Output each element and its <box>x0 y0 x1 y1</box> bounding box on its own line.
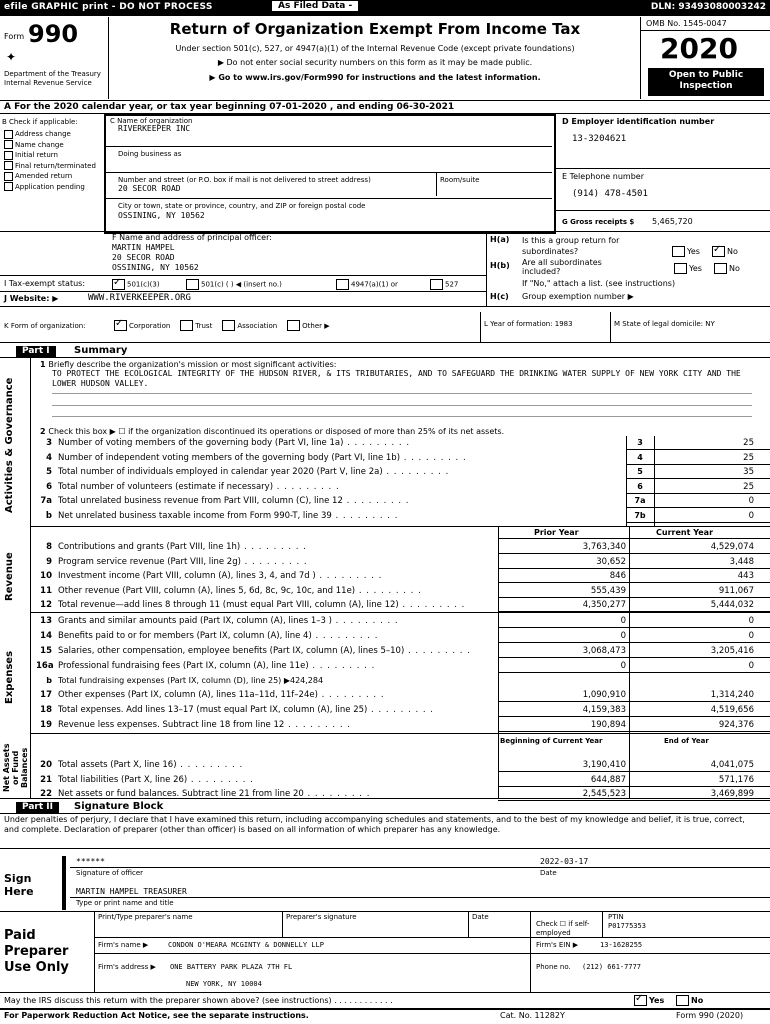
firm-address-1: ONE BATTERY PARK PLAZA 7TH FL <box>170 963 293 971</box>
line-text: Total liabilities (Part X, line 26) . . <box>58 775 254 785</box>
checkbox-icon[interactable] <box>222 320 235 331</box>
line-rule <box>498 553 770 554</box>
current-year-value: 0 <box>748 661 754 671</box>
line-rule <box>626 478 770 479</box>
prior-year-value: 3,190,410 <box>582 760 626 770</box>
current-year-value: 3,469,899 <box>710 789 754 799</box>
line-value: 25 <box>743 481 754 492</box>
ssn-notice: ▶ Do not enter social security numbers on this form as it may be made public. <box>217 58 533 67</box>
city-label: City or town, state or province, country, and ZIP or foreign postal code <box>118 202 366 210</box>
line-rule <box>498 582 770 583</box>
prior-year-value: 190,894 <box>590 720 626 730</box>
sidebar-revenue: Revenue <box>4 552 15 602</box>
checkbox-icon[interactable] <box>4 130 13 139</box>
check-applicable-item[interactable] <box>4 182 96 193</box>
part2-tag: Part II <box>16 802 59 813</box>
line-text: Revenue less expenses. Subtract line 18 from line 12 . . <box>58 720 351 730</box>
line-text: Number of independent voting members of the governing body (Part VI, line 1b) . . <box>58 453 467 463</box>
prior-year-value: 555,439 <box>590 585 626 596</box>
check-applicable-item-label: Name change <box>15 140 64 149</box>
line-rule <box>498 800 770 801</box>
line-text: Contributions and grants (Part VIII, line 1h) . . <box>58 542 307 552</box>
firm-phone: (212) 661-7777 <box>582 963 642 971</box>
irs-eagle-icon: ✦ <box>6 50 17 64</box>
line-text: Program service revenue (Part VIII, line 2g) . . <box>58 557 308 567</box>
line-number: 7a <box>40 496 52 507</box>
hb-note: If "No," attach a list. (see instructions) <box>522 279 676 288</box>
form-title: Return of Organization Exempt From Income Tax <box>169 20 581 38</box>
col-prior-year: Prior Year <box>534 528 579 537</box>
prior-year-value: 2,545,523 <box>582 789 626 799</box>
line-number: 13 <box>40 616 52 626</box>
line-number: 4 <box>46 452 52 463</box>
check-applicable-item[interactable] <box>4 161 96 172</box>
line-number: 12 <box>40 600 52 610</box>
officer-name-title: MARTIN HAMPEL TREASURER <box>76 887 187 896</box>
ein-label: D Employer identification number <box>562 117 715 126</box>
line-text: Total revenue—add lines 8 through 11 (must equal Part VIII, column (A), line 12) . . <box>58 600 465 610</box>
part2-title: Signature Block <box>74 801 164 812</box>
form-of-org-option[interactable] <box>287 322 329 330</box>
prior-year-value: 846 <box>609 571 626 581</box>
col-boy: Beginning of Current Year <box>500 737 603 745</box>
line-number: 22 <box>40 789 52 799</box>
governance-line <box>36 496 410 506</box>
check-applicable-list <box>4 129 96 193</box>
state-domicile: M State of legal domicile: NY <box>614 320 715 328</box>
open-to-public-badge: Open to Public Inspection <box>648 68 764 96</box>
self-employed-checkbox[interactable]: Check ☐ if self-employed <box>536 920 590 937</box>
firm-name-label: Firm's name ▶ <box>98 941 149 949</box>
officer-street: 20 SECOR ROAD <box>112 253 175 262</box>
sidebar-expenses: Expenses <box>4 650 15 704</box>
current-year-value: 3,205,416 <box>710 646 754 656</box>
form-of-org-option[interactable] <box>114 322 170 330</box>
line-number: 8 <box>46 542 52 552</box>
line-number: 16a <box>36 661 54 671</box>
org-name-label: C Name of organization <box>110 117 193 125</box>
current-year-value: 0 <box>748 616 754 626</box>
line-number: 9 <box>46 556 52 567</box>
amount-line <box>36 586 422 596</box>
checkbox-icon[interactable] <box>4 151 13 160</box>
check-applicable-item-label: Amended return <box>15 172 73 181</box>
hc-text: Group exemption number ▶ <box>522 292 634 301</box>
line-a: A For the 2020 calendar year, or tax year beginning 07-01-2020 , and ending 06-30-2021 <box>4 102 455 112</box>
line-number: 18 <box>40 705 52 715</box>
line-rule <box>626 507 770 508</box>
prior-year-value: 30,652 <box>596 556 626 567</box>
check-applicable-label: B Check if applicable: <box>2 118 78 126</box>
ptin-label: PTIN <box>608 913 624 921</box>
prior-year-value: 3,763,340 <box>582 542 626 552</box>
check-applicable-item[interactable] <box>4 140 96 151</box>
form-subtitle: Under section 501(c), 527, or 4947(a)(1) of the Internal Revenue Code (except private foundations) <box>175 44 575 53</box>
check-applicable-item-label: Application pending <box>15 182 85 191</box>
sign-arrow-icon <box>62 856 66 910</box>
officer-signature[interactable]: ****** <box>76 857 105 866</box>
line-text: Other expenses (Part IX, column (A), lines 11a–11d, 11f–24e) . . <box>58 690 385 700</box>
col-eoy: End of Year <box>664 737 709 745</box>
prior-year-value: 0 <box>620 616 626 626</box>
line-rule <box>498 568 770 569</box>
penalty-statement: Under penalties of perjury, I declare that I have examined this return, including accompanying schedules and statements, and to the best of my knowledge and belief, it is true, correct, and complete. Declaration of preparer (other than officer) is based on all information of which preparer has any knowledge. <box>4 815 745 834</box>
line-value: 25 <box>743 452 754 463</box>
current-year-value: 4,519,656 <box>710 705 754 715</box>
line-text: Salaries, other compensation, employee benefits (Part IX, column (A), lines 5–10) . . <box>58 646 471 656</box>
preparer-name-label: Print/Type preparer's name <box>98 913 193 921</box>
form-of-org-label: K Form of organization: <box>4 322 86 330</box>
street-address: 20 SECOR ROAD <box>118 184 181 193</box>
hc-tag: H(c) <box>490 292 509 301</box>
amount-line <box>36 616 399 626</box>
part1-title: Summary <box>74 345 128 356</box>
status-4947[interactable]: 4947(a)(1) or <box>336 279 398 290</box>
governance-line <box>36 482 340 492</box>
form-of-org-option-label: Association <box>237 321 278 330</box>
amount-line <box>36 571 382 581</box>
current-year-value: 3,448 <box>729 556 754 567</box>
firm-name: CONDON O'MEARA MCGINTY & DONNELLY LLP <box>168 941 324 949</box>
line-box-number: 3 <box>637 438 643 447</box>
line-box-number: 6 <box>637 481 643 491</box>
check-applicable-item-label: Final return/terminated <box>15 161 96 170</box>
paperwork-notice: For Paperwork Reduction Act Notice, see the separate instructions. <box>4 1011 309 1020</box>
prior-year-value: 4,159,383 <box>582 705 626 715</box>
officer-city: OSSINING, NY 10562 <box>112 263 199 272</box>
current-year-value: 4,041,075 <box>710 760 754 770</box>
line-rule <box>498 657 770 658</box>
line-text: Grants and similar amounts paid (Part IX, column (A), lines 1–3 ) . . <box>58 616 399 626</box>
line-value: 0 <box>748 511 754 521</box>
checkbox-icon[interactable] <box>4 140 13 149</box>
line-text: Total number of individuals employed in calendar year 2020 (Part V, line 2a) . . <box>58 467 449 477</box>
officer-name: MARTIN HAMPEL <box>112 243 175 252</box>
firm-address-2: NEW YORK, NY 10004 <box>186 980 262 988</box>
form-of-org-option-label: Corporation <box>129 321 171 330</box>
firm-address-label: Firm's address ▶ <box>98 963 156 971</box>
preparer-sig-label: Preparer's signature <box>286 913 357 921</box>
line-rule <box>626 449 770 450</box>
line16b: b Total fundraising expenses (Part IX, column (D), line 25) ▶424,284 <box>46 676 324 685</box>
status-527[interactable]: 527 <box>430 279 458 290</box>
line-text: Other revenue (Part VIII, column (A), lines 5, 6d, 8c, 9c, 10c, and 11e) . . <box>58 586 422 596</box>
line-text: Net assets or fund balances. Subtract line 21 from line 20 . . <box>58 789 370 799</box>
gross-receipts-value: 5,465,720 <box>652 217 693 226</box>
discuss-yes-checkbox[interactable]: ✓ Yes <box>634 995 664 1006</box>
prior-year-value: 4,350,277 <box>582 600 626 610</box>
checkbox-icon[interactable] <box>287 320 300 331</box>
line-number: 14 <box>40 631 52 641</box>
amount-line <box>36 600 465 610</box>
preparer-date-label: Date <box>472 913 489 921</box>
line-text: Total expenses. Add lines 13–17 (must equal Part IX, column (A), line 25) . . <box>58 705 434 715</box>
governance-line <box>36 453 467 463</box>
amount-line <box>36 661 375 671</box>
col-current-year: Current Year <box>656 528 714 537</box>
line-number: 10 <box>40 571 52 581</box>
governance-line <box>36 467 449 477</box>
firm-ein-label: Firm's EIN ▶ <box>536 941 579 949</box>
current-year-value: 1,314,240 <box>710 690 754 700</box>
line-number: 11 <box>40 585 52 596</box>
line-number: 5 <box>46 467 52 478</box>
status-501c3[interactable]: ✓ 501(c)(3) <box>112 279 160 290</box>
line-rule <box>498 786 770 787</box>
goto-instructions: ▶ Go to www.irs.gov/Form990 for instructions and the latest information. <box>209 73 541 82</box>
line-text: Investment income (Part VIII, column (A), lines 3, 4, and 7d ) . . <box>58 571 382 581</box>
checkbox-icon[interactable] <box>114 320 127 331</box>
line-text: Total number of volunteers (estimate if necessary) . . <box>58 482 340 492</box>
current-year-value: 924,376 <box>718 720 754 730</box>
amount-line <box>36 690 385 700</box>
firm-phone-label: Phone no. <box>536 963 571 971</box>
amount-line <box>36 542 307 552</box>
line-text: Number of voting members of the governing body (Part VI, line 1a) . . <box>58 438 410 448</box>
prior-year-value: 3,068,473 <box>582 646 626 656</box>
form-of-org-option[interactable] <box>180 322 212 330</box>
hb-no-checkbox[interactable]: No <box>714 263 740 274</box>
form-footer: Form 990 (2020) <box>676 1011 744 1020</box>
line-rule <box>498 597 770 598</box>
form-label: Form <box>4 32 25 41</box>
line1-label: 1 Briefly describe the organization's mission or most significant activities: <box>40 360 337 369</box>
sign-here-label: Sign Here <box>4 872 34 898</box>
checkbox-icon[interactable] <box>4 161 13 170</box>
line-number: 20 <box>40 760 52 770</box>
line-value: 25 <box>743 438 754 448</box>
line-box-number: 7a <box>634 496 646 506</box>
prior-year-value: 0 <box>620 631 626 641</box>
sidebar-activities: Activities & Governance <box>4 377 15 513</box>
line-text: Benefits paid to or for members (Part IX, column (A), line 4) . . <box>58 631 378 641</box>
paid-preparer-label: Paid Preparer Use Only <box>4 928 69 975</box>
line-rule <box>498 701 770 702</box>
line-rule <box>626 522 770 523</box>
date-label: Date <box>540 869 557 877</box>
website-label: J Website: ▶ <box>4 294 59 303</box>
line-number: 21 <box>40 774 52 785</box>
line-rule <box>498 771 770 772</box>
current-year-value: 571,176 <box>718 774 754 785</box>
officer-name-label: Type or print name and title <box>76 899 174 907</box>
as-filed-label: As Filed Data - <box>272 1 358 11</box>
signature-date: 2022-03-17 <box>540 857 589 866</box>
prior-year-value: 644,887 <box>590 774 626 785</box>
dba-label: Doing business as <box>118 150 182 158</box>
ha-text: Is this a group return for subordinates? <box>522 236 620 256</box>
checkbox-icon[interactable] <box>4 182 13 191</box>
tax-exempt-label: I Tax-exempt status: <box>4 279 86 288</box>
omb-number: OMB No. 1545-0047 <box>646 19 727 28</box>
line-rule <box>498 642 770 643</box>
line-number: 17 <box>40 690 52 700</box>
ha-no-checkbox[interactable]: ✓ No <box>712 246 738 257</box>
city-state-zip: OSSINING, NY 10562 <box>118 211 205 220</box>
governance-line <box>36 438 410 448</box>
line-number: 3 <box>46 438 52 448</box>
room-suite-label: Room/suite <box>440 176 480 184</box>
form-number: 990 <box>28 20 79 48</box>
line-rule <box>626 493 770 494</box>
checkbox-icon[interactable] <box>4 172 13 181</box>
line-box-number: 5 <box>637 467 643 477</box>
line-text: Total unrelated business revenue from Part VIII, column (C), line 12 . . <box>58 496 410 506</box>
efile-label: efile GRAPHIC print - DO NOT PROCESS <box>4 2 213 12</box>
line-value: 35 <box>743 467 754 478</box>
mission-text: TO PROTECT THE ECOLOGICAL INTEGRITY OF THE HUDSON RIVER, & ITS TRIBUTARIES, AND TO SAFEGUARD THE DRINKING WATER SUPPLY OF NEW YORK CITY AND THE LOWER HUDSON VALLEY. <box>52 369 741 388</box>
ha-yes-checkbox[interactable]: Yes <box>672 246 700 257</box>
discuss-no-checkbox[interactable]: No <box>676 995 703 1006</box>
principal-officer-label: F Name and address of principal officer: <box>112 233 272 242</box>
dln-label: DLN: 93493080003242 <box>650 2 766 12</box>
line-box-number: 7b <box>634 511 646 520</box>
org-name: RIVERKEEPER INC <box>118 124 191 133</box>
tax-year: 2020 <box>660 32 738 65</box>
check-applicable-item[interactable] <box>4 150 96 161</box>
line-text: Total assets (Part X, line 16) . . <box>58 760 243 770</box>
website-url[interactable]: WWW.RIVERKEEPER.ORG <box>88 293 191 303</box>
part1-tag: Part I <box>16 346 56 357</box>
governance-line <box>36 511 398 521</box>
discuss-question: May the IRS discuss this return with the preparer shown above? (see instructions) . . . . . . . . . . . . <box>4 996 393 1005</box>
cat-number: Cat. No. 11282Y <box>500 1011 565 1020</box>
line-rule <box>626 464 770 465</box>
amount-line <box>36 720 351 730</box>
current-year-value: 5,444,032 <box>710 600 754 610</box>
amount-line <box>36 775 254 785</box>
line-value: 0 <box>748 496 754 507</box>
line-rule <box>498 672 770 673</box>
current-year-value: 443 <box>737 571 754 581</box>
form-of-org-option[interactable] <box>222 322 277 330</box>
line-rule <box>498 731 770 732</box>
signature-label: Signature of officer <box>76 869 144 877</box>
gross-receipts-label: G Gross receipts $ <box>562 218 635 226</box>
line-number: b <box>45 511 52 521</box>
form-of-org-options <box>114 320 340 331</box>
line-text: Professional fundraising fees (Part IX, column (A), line 11e) . . <box>58 661 375 671</box>
line-rule <box>498 716 770 717</box>
status-501c[interactable]: 501(c) ( ) ◀ (insert no.) <box>186 279 282 290</box>
line-number: 19 <box>40 720 52 730</box>
amount-line <box>36 646 471 656</box>
phone-label: E Telephone number <box>562 172 644 181</box>
hb-yes-checkbox[interactable]: Yes <box>674 263 702 274</box>
ptin-value: P01775353 <box>608 922 646 930</box>
year-formation: L Year of formation: 1983 <box>484 320 573 328</box>
street-label: Number and street (or P.O. box if mail is not delivered to street address) <box>118 176 371 184</box>
ha-tag: H(a) <box>490 235 510 244</box>
hb-tag: H(b) <box>490 261 510 270</box>
firm-ein: 13-1628255 <box>600 941 643 949</box>
amount-line <box>36 631 378 641</box>
phone-value: (914) 478-4501 <box>572 189 648 199</box>
amount-line <box>36 760 243 770</box>
line-rule <box>498 627 770 628</box>
checkbox-icon[interactable] <box>180 320 193 331</box>
form-of-org-option-label: Trust <box>195 321 213 330</box>
department-label: Department of the Treasury Internal Revenue Service <box>4 70 101 87</box>
check-applicable-item-label: Initial return <box>15 151 58 160</box>
box-column-rule <box>654 436 655 526</box>
check-applicable-item[interactable] <box>4 171 96 182</box>
prior-year-value: 0 <box>620 661 626 671</box>
check-applicable-item[interactable] <box>4 129 96 140</box>
ein-value: 13-3204621 <box>572 134 627 144</box>
sidebar-net-assets: Net Assets or Fund Balances <box>2 743 29 793</box>
current-year-value: 4,529,074 <box>710 542 754 552</box>
amount-line <box>36 705 434 715</box>
line-number: 15 <box>40 646 52 656</box>
check-applicable-item-label: Address change <box>15 130 71 138</box>
current-year-value: 911,067 <box>718 585 754 596</box>
line-box-number: 4 <box>637 452 643 462</box>
prior-year-value: 1,090,910 <box>582 690 626 700</box>
line2-checkbox-text[interactable]: 2 Check this box ▶ ☐ if the organization discontinued its operations or disposed of more than 25% of its net assets. <box>40 427 505 436</box>
form-of-org-option-label: Other ▶ <box>302 321 330 330</box>
line-text: Net unrelated business taxable income from Form 990-T, line 39 . . <box>58 511 398 521</box>
line-number: 6 <box>46 481 52 492</box>
box-column-rule <box>626 436 627 526</box>
hb-text: Are all subordinates included? <box>522 258 602 276</box>
amount-line <box>36 557 308 567</box>
current-year-value: 0 <box>748 631 754 641</box>
